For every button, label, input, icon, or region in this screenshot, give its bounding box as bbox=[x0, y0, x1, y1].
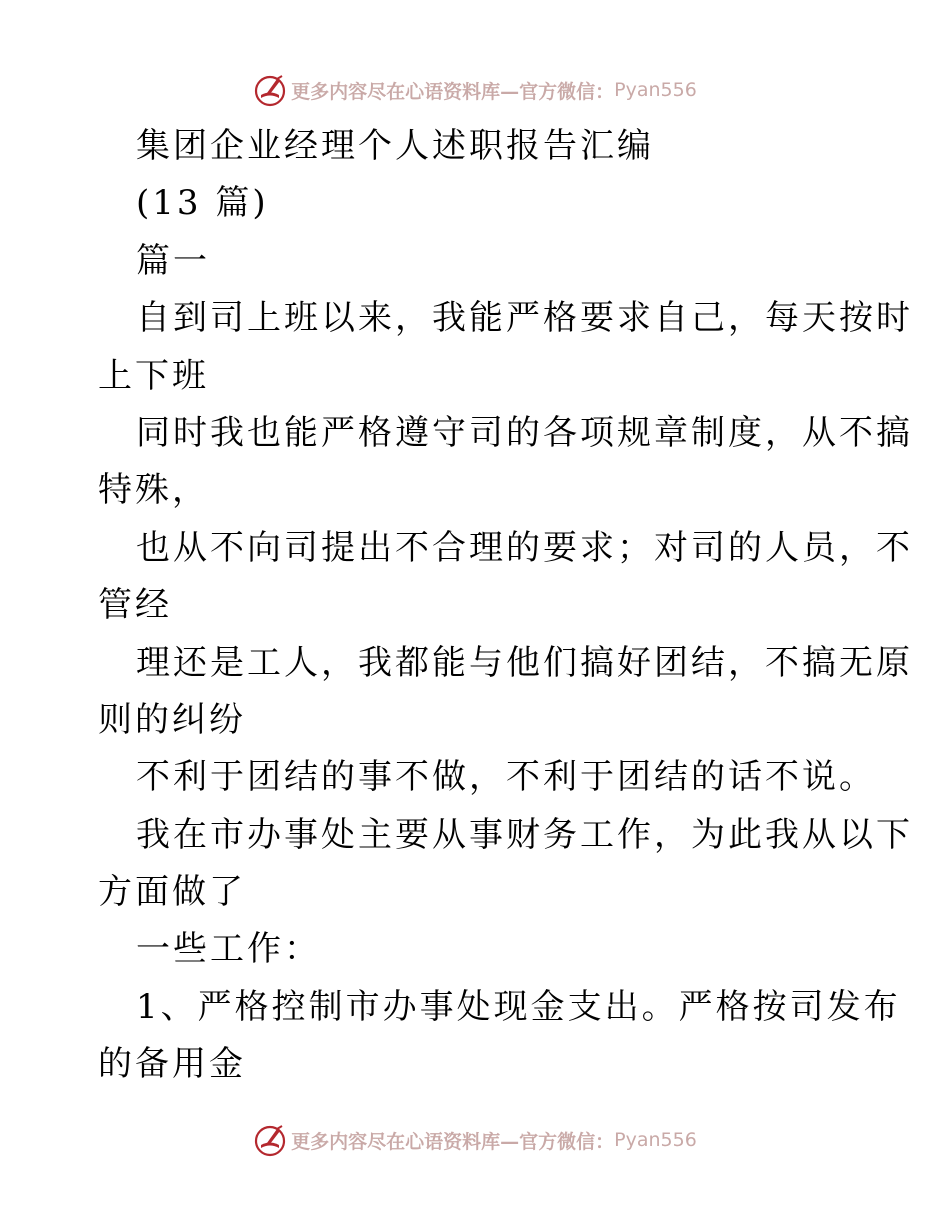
banner-wechat-id: Pyan556 bbox=[614, 79, 697, 101]
text-line: 1、严格控制市办事处现金支出。严格按司发布 bbox=[136, 986, 901, 1027]
text-line: 自到司上班以来，我能严格要求自己，每天按时 bbox=[136, 298, 913, 339]
text-line: 方面做了 bbox=[98, 872, 246, 913]
text-line: 也从不向司提出不合理的要求；对司的人员，不 bbox=[136, 527, 913, 568]
text-line: 篇一 bbox=[136, 240, 210, 281]
text-line: (13 篇) bbox=[136, 183, 269, 224]
banner-text: 更多内容尽在心语资料库—官方微信： bbox=[291, 80, 615, 103]
book-quill-logo-icon bbox=[253, 1123, 287, 1157]
header-banner bbox=[0, 70, 950, 110]
text-line: 的备用金 bbox=[98, 1044, 246, 1085]
text-line: 集团企业经理个人述职报告汇编 bbox=[136, 126, 654, 166]
banner-wechat-id: Pyan556 bbox=[614, 1129, 697, 1151]
text-line: 我在市办事处主要从事财务工作，为此我从以下 bbox=[136, 814, 913, 855]
book-quill-logo-icon bbox=[253, 73, 287, 107]
document-body bbox=[98, 118, 913, 1094]
text-line: 不利于团结的事不做，不利于团结的话不说。 bbox=[136, 757, 876, 798]
text-line: 同时我也能严格遵守司的各项规章制度，从不搞 bbox=[136, 412, 913, 453]
banner-text: 更多内容尽在心语资料库—官方微信： bbox=[291, 1130, 615, 1153]
footer-banner bbox=[0, 1120, 950, 1160]
text-line: 特殊， bbox=[98, 470, 209, 511]
text-line: 理还是工人，我都能与他们搞好团结，不搞无原 bbox=[136, 642, 913, 683]
text-line: 管经 bbox=[98, 585, 172, 626]
text-line: 上下班 bbox=[98, 355, 209, 396]
text-line: 一些工作： bbox=[136, 929, 321, 970]
text-line: 则的纠纷 bbox=[98, 699, 246, 740]
